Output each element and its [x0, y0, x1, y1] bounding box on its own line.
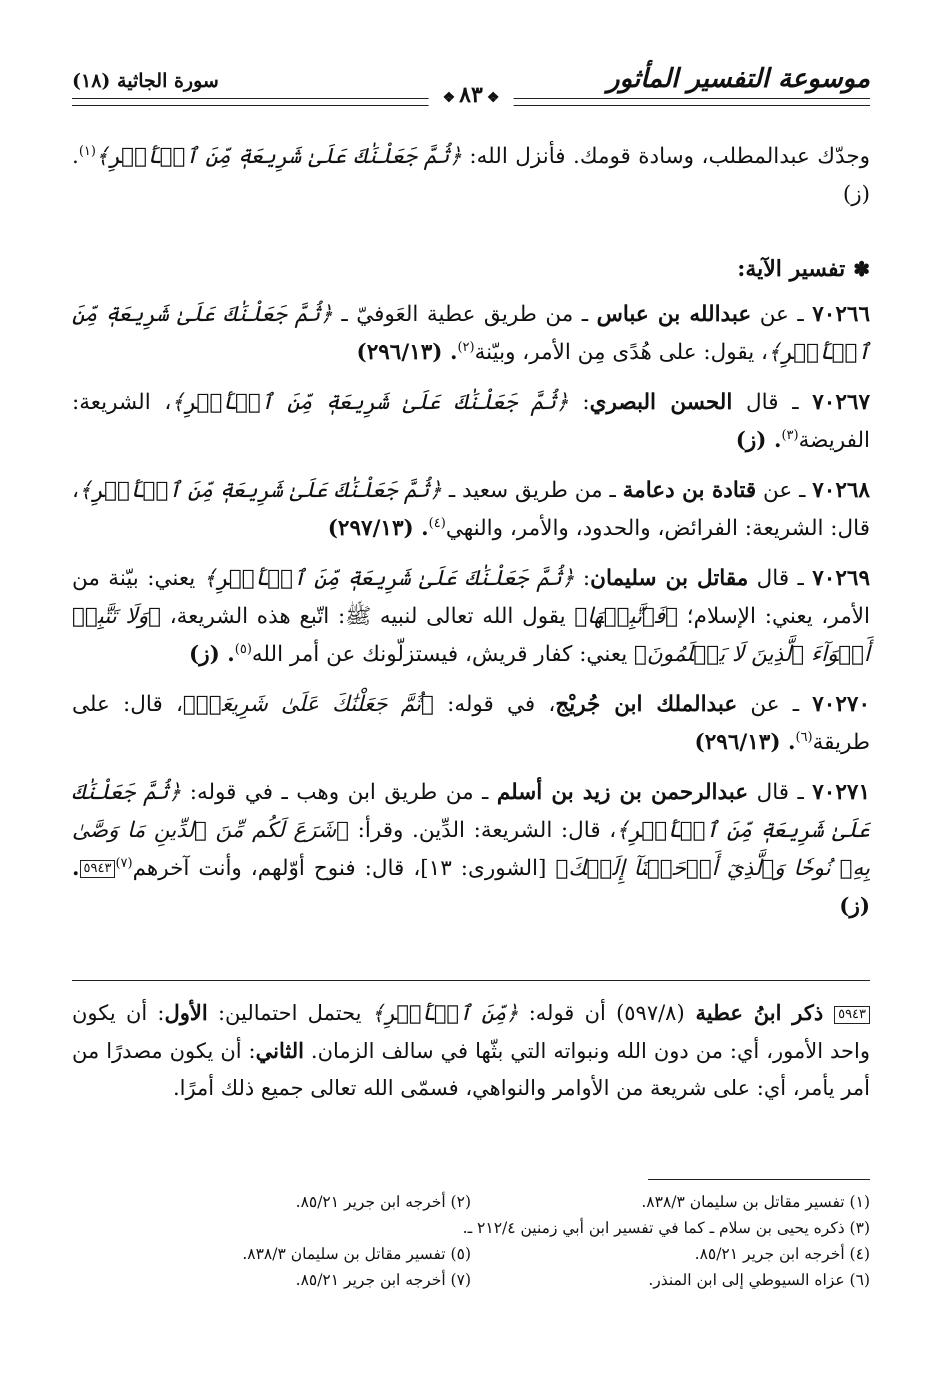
- narrator-name: عبدالملك ابن جُريْج: [555, 692, 738, 717]
- entry-70270: [72, 686, 870, 762]
- entry-text: يقول الله تعالى لنبيه ﷺ: اتّبع هذه الشريعة،: [161, 604, 575, 629]
- narrator-name: عبدالله بن عباس: [596, 302, 752, 327]
- narrator-name: قتادة بن دعامة: [622, 478, 757, 503]
- quran-verse: ﴿ثُمَّ جَعَلْنَٰكَ عَلَىٰ شَرِيعَةٖ﴾: [182, 692, 434, 717]
- entry-number: ٧٠٢٦٦: [812, 302, 870, 327]
- entry-text: ـ من طريق عطية العَوفيّ ـ: [332, 302, 597, 327]
- page-number-block: [429, 82, 514, 108]
- entry-number: ٧٠٢٧١: [812, 780, 870, 805]
- footnote-marker: (٦): [795, 729, 813, 745]
- entry-number: ٧٠٢٧٠: [812, 692, 870, 717]
- entry-70267: [72, 384, 870, 460]
- footnote-7: (٧) أخرجه ابن جرير ٨٥/٢١.: [295, 1271, 471, 1289]
- intro-paragraph: [72, 138, 870, 214]
- entry-number: ٧٠٢٦٨: [812, 478, 870, 503]
- entry-70268: [72, 472, 870, 548]
- entry-text: ـ قال: [732, 390, 813, 415]
- section-heading: [72, 250, 870, 288]
- entry-text: ـ قال: [748, 566, 813, 591]
- entry-text: ـ عن: [737, 692, 813, 717]
- footnote-row: [72, 1241, 870, 1267]
- narrator-name: الحسن البصري: [589, 390, 733, 415]
- book-title: موسوعة التفسير المأثور: [607, 64, 870, 94]
- entry-text: ـ عن: [751, 302, 813, 327]
- quran-verse: ﴿فَٱتَّبِعۡهَا﴾: [574, 604, 679, 629]
- footnote-marker: (٤): [428, 515, 446, 531]
- entry-number: ٧٠٢٦٩: [812, 566, 870, 591]
- note-text: : أن يكون مصدرًا من أمر يأمر، أي: على شريعة من الأوامر والنواهي، فسمّى الله تعالى جميع ذلك أمرًا.: [72, 1039, 870, 1100]
- note-label-first: الأول: [164, 1000, 208, 1025]
- note-text: يحتمل احتمالين:: [207, 1001, 372, 1025]
- footnotes: [72, 1189, 870, 1293]
- footnote-3: (٣) ذكره يحيى بن سلام ـ كما في تفسير ابن أبي زمنين ٢١٢/٤ ـ.: [462, 1219, 870, 1237]
- footnote-row: [72, 1215, 870, 1241]
- flower-ornament-icon: ✽: [853, 257, 870, 281]
- footnote-5: (٥) تفسير مقاتل بن سليمان ٨٣٨/٣.: [242, 1245, 471, 1263]
- quran-verse: ﴿ثُمَّ جَعَلْنَٰكَ عَلَىٰ شَرِيعَةٖ مِّنَ ٱلۡأَمۡرِ﴾: [171, 390, 569, 415]
- intro-text: وجدّك عبدالمطلب، وسادة قومك. فأنزل الله:: [461, 144, 870, 169]
- source-reference: . (٢٩٦/١٣): [356, 340, 458, 365]
- entry-text: ـ من طريق ابن وهب ـ في قوله:: [181, 780, 497, 805]
- entry-text: ، الشريعة: الفريضة: [72, 390, 870, 453]
- source-reference: . (٢٩٦/١٣): [694, 730, 796, 755]
- footnote-rule: [648, 1179, 870, 1180]
- entry-70269: [72, 560, 870, 674]
- entry-text: ، في قوله:: [433, 692, 556, 717]
- entry-text: ـ قال: [748, 780, 813, 805]
- narrator-name: عبدالرحمن بن زيد بن أسلم: [496, 780, 749, 805]
- entry-text: :: [568, 390, 590, 415]
- quran-verse: ﴿ثُمَّ جَعَلْنَٰكَ عَلَىٰ شَرِيعَةٖ مِّنَ ٱلۡأَمۡرِ﴾: [203, 566, 575, 591]
- narrator-name: مقاتل بن سليمان: [590, 566, 749, 591]
- source-reference: . (ز): [72, 856, 870, 919]
- source-reference: . (ز): [735, 428, 782, 453]
- entry-number: ٧٠٢٦٧: [812, 390, 870, 415]
- entry-text: ـ من طريق سعيد ـ: [441, 478, 623, 503]
- entry-text: ـ عن: [756, 478, 813, 503]
- quran-verse: ﴿مِّنَ ٱلۡأَمۡرِ﴾: [371, 1001, 519, 1025]
- note-lead: ذكر ابنُ عطية: [684, 1000, 835, 1025]
- footnote-marker: (١): [78, 143, 96, 159]
- entry-70271: [72, 774, 870, 926]
- entry-text: ، قال: الشريعة: الدِّين. وقرأ:: [349, 818, 617, 843]
- note-box-marker: ٥٩٤٣: [834, 1006, 870, 1024]
- quran-verse: ﴿ثُمَّ جَعَلْنَٰكَ عَلَىٰ شَرِيعَةٖ مِّنَ ٱلۡأَمۡرِ﴾: [72, 302, 870, 365]
- section-heading-text: تفسير الآية:: [737, 256, 846, 282]
- source-reference: . (ز): [189, 642, 235, 667]
- note-box-marker: ٥٩٤٣: [80, 860, 116, 878]
- entry-text: يعني: كفار قريش، فيستزلّونك عن أمر الله: [251, 642, 635, 667]
- footnote-6: (٦) عزاه السيوطي إلى ابن المنذر.: [648, 1271, 870, 1289]
- quran-verse: ﴿شَرَعَ لَكُم مِّنَ ٱلدِّينِ مَا وَصَّىٰ بِهِۦ نُوحٗا وَٱلَّذِيٓ أَوۡحَيۡنَآ إِلَيۡكَ﴾: [72, 818, 870, 881]
- note-citation: (٥٩٧/٨): [616, 1001, 685, 1025]
- footnote-marker: (٥): [234, 641, 252, 657]
- entry-text: :: [574, 566, 591, 591]
- footnote-row: [72, 1267, 870, 1293]
- entry-text: [الشورى: ١٣]، قال: فنوح أوّلهم، وأنت آخرهم: [132, 856, 556, 881]
- quran-verse: ﴿ثُمَّ جَعَلْنَٰكَ عَلَىٰ شَرِيعَةٖ مِّنَ ٱلۡأَمۡرِ﴾: [72, 780, 870, 843]
- entry-text: ، قال: على طريقة: [72, 692, 870, 755]
- footnote-2: (٢) أخرجه ابن جرير ٨٥/٢١.: [295, 1193, 471, 1211]
- quran-verse: ﴿ثُمَّ جَعَلْنَٰكَ عَلَىٰ شَرِيعَةٖ مِّنَ ٱلۡأَمۡرِ﴾: [78, 478, 442, 503]
- ornament-icon: ❖: [442, 90, 456, 106]
- footnote-marker: (٢): [457, 339, 475, 355]
- note-separator: [72, 980, 870, 981]
- main-text: [72, 138, 870, 938]
- entry-text: ، يقول: على هُدًى مِن الأمر، وبيّنة: [474, 340, 768, 365]
- source-tag: . (ز): [72, 144, 870, 207]
- editor-note: [72, 994, 870, 1107]
- entry-text: ، قال: الشريعة: الفرائض، والحدود، والأمر، والنهي: [72, 478, 870, 541]
- footnote-1: (١) تفسير مقاتل بن سليمان ٨٣٨/٣.: [641, 1193, 870, 1211]
- entry-text: يعني: بيّنة من الأمر، يعني: الإسلام؛: [72, 566, 870, 629]
- footnote-4: (٤) أخرجه ابن جرير ٨٥/٢١.: [694, 1245, 870, 1263]
- note-label-second: الثاني: [255, 1038, 304, 1063]
- entry-70266: [72, 296, 870, 372]
- quran-verse: ﴿ثُمَّ جَعَلْنَٰكَ عَلَىٰ شَرِيعَةٖ مِّنَ ٱلۡأَمۡرِ﴾: [95, 144, 462, 169]
- quran-verse: ﴿وَلَا تَتَّبِعۡ أَهۡوَآءَ ٱلَّذِينَ لَا يَعۡلَمُونَ﴾: [72, 604, 870, 667]
- page-number: ٨٣: [459, 82, 483, 108]
- source-reference: . (٢٩٧/١٣): [327, 516, 429, 541]
- note-text: : أن يكون واحد الأمور، أي: من دون الله ونبواته التي بثّها في سالف الزمان.: [72, 1001, 871, 1063]
- footnote-marker: (٧): [115, 855, 133, 871]
- footnote-marker: (٣): [781, 427, 799, 443]
- note-text: أن قوله:: [518, 1001, 617, 1025]
- footnote-row: [72, 1189, 870, 1215]
- page-header: [72, 62, 870, 112]
- surah-title: سورة الجاثية (١٨): [72, 70, 219, 92]
- ornament-icon: ❖: [486, 90, 500, 106]
